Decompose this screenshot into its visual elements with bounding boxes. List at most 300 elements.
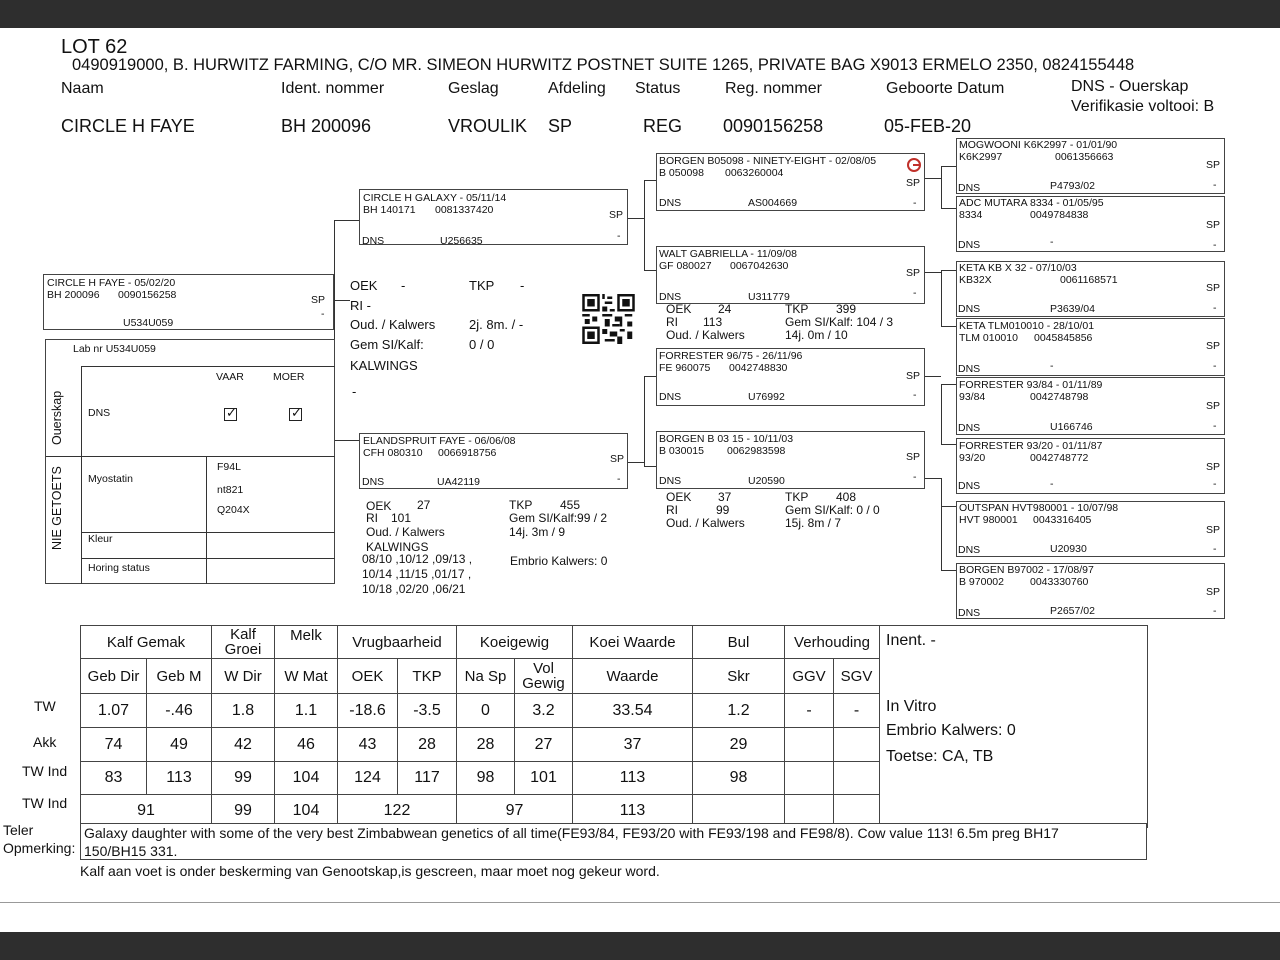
dam-tkp-value: 455 [560,498,581,512]
gen3-card [956,196,1225,252]
sire-name: CIRCLE H GALAXY - 05/11/14 [363,192,507,204]
kalwings-dash: - [352,384,357,399]
gen2-dash: - [913,389,917,401]
gem-label: Gem SI/Kalf: [350,337,424,352]
tkp-value: - [520,278,525,293]
gen2-reg: 0063260004 [725,167,784,179]
gen3-ident: KB32X [959,274,992,286]
top-bar [0,0,1280,28]
gen3-dash: - [1213,239,1217,251]
connector-line [941,270,957,271]
gen2-name: BORGEN B05098 - NINETY-EIGHT - 02/08/05 [659,155,877,167]
gen3-ident: TLM 010010 [959,332,1018,344]
gen2-ident: B 030015 [659,445,704,457]
gen3-ident: K6K2997 [959,151,1003,163]
gen3-reg: 0049784838 [1030,209,1089,221]
gen2-section: SP [906,370,921,382]
connector-line [941,444,957,445]
gen3-dns: DNS [958,422,981,434]
gen3-code: - [1050,478,1054,490]
connector-line [925,478,941,479]
tw-cell: -.46 [147,694,212,728]
lab-vaar-header: VAAR [216,371,244,383]
tkp-label: TKP [469,278,495,293]
ouerskap-vertical-label: Ouerskap [50,390,64,445]
remarks-label-teler: Teler [3,822,34,838]
gen2-oek-label: OEK [666,490,692,504]
subject-card [43,274,334,330]
akk-cell: 29 [693,728,785,762]
group-koeigewig: Koeigewig [457,626,573,659]
subject-card-reg: 0090156258 [118,289,177,301]
group-kalf-groei [212,626,275,659]
oek-value: - [401,278,406,293]
gen2-oud-value: 14j. 0m / 10 [785,328,848,342]
sub-sgv: SGV [834,659,880,694]
value-sex: VROULIK [448,116,528,136]
group-kalf-groei-line2: Groei [224,641,262,658]
gen3-name: KETA TLM010010 - 28/10/01 [959,320,1095,332]
twind-cell: 83 [81,762,147,795]
dam-kalwings-dates: 10/18 ,02/20 ,06/21 [362,582,466,596]
gen3-card [956,261,1225,317]
gen3-section: SP [1206,524,1221,536]
sire-ident: BH 140171 [363,204,416,216]
twind-cell: 113 [573,762,693,795]
sub-vol-gewig [515,659,573,694]
dam-name: ELANDSPRUIT FAYE - 06/06/08 [363,435,516,447]
gen2-ri-label: RI [666,315,678,329]
dns-parent-label: DNS - Ouerskap [1071,78,1189,95]
divider [81,558,335,559]
gen2-dns: DNS [659,391,682,403]
twind2-cell: 97 [457,795,573,828]
dam-ident: CFH 080310 [363,447,423,459]
group-kalf-groei-line1: Kalf [230,626,256,643]
gen2-ri-value: 99 [716,503,730,517]
dam-dash: - [617,473,621,485]
gen3-dash: - [1213,605,1217,617]
akk-cell: 28 [457,728,515,762]
twind-cell [834,762,880,795]
gen3-card [956,138,1225,194]
gen2-oek-label: OEK [666,302,692,316]
akk-cell: 49 [147,728,212,762]
akk-cell: 28 [398,728,457,762]
divider [81,366,82,584]
connector-line [628,462,644,463]
gen3-reg: 0042748772 [1030,452,1089,464]
gen3-code: P4793/02 [1050,180,1095,192]
sub-waarde: Waarde [573,659,693,694]
akk-cell [785,728,834,762]
gen3-reg: 0042748798 [1030,391,1089,403]
dam-reg: 0066918756 [438,447,497,459]
lab-dns-label: DNS [88,407,111,419]
dam-card [359,433,628,489]
myostatin-value: Q204X [217,504,250,516]
connector-line [941,270,942,326]
value-reg: 0090156258 [723,116,824,136]
gen3-dns: DNS [958,363,981,375]
gen3-name: BORGEN B97002 - 17/08/97 [959,564,1094,576]
gen3-dash: - [1213,302,1217,314]
nie-getoets-vertical-label: NIE GETOETS [50,466,64,550]
dam-oud-label: Oud. / Kalwers [366,525,445,539]
gen3-dns: DNS [958,480,981,492]
gen2-ri-label: RI [666,503,678,517]
gen3-code: - [1050,236,1054,248]
tw-cell: -3.5 [398,694,457,728]
gen2-gem-value: Gem SI/Kalf: 104 / 3 [785,315,894,329]
kalwings-label: KALWINGS [350,358,418,373]
footer-note: Kalf aan voet is onder beskerming van Genootskap,is gescreen, maar moet nog gekeur word. [80,863,660,879]
dam-section: SP [610,453,625,465]
tw-cell: 0 [457,694,515,728]
sub-vol-gewig-line1: Vol [533,660,554,677]
breed-logo-icon [907,158,921,172]
owner-line: 0490919000, B. HURWITZ FARMING, C/O MR. SIMEON HURWITZ POSTNET SUITE 1265, PRIVATE BAG X9013 ERMELO 2350, 0824155448 [72,56,1135,74]
oek-label: OEK [350,278,378,293]
dam-oud-value: 14j. 3m / 9 [509,525,566,539]
dam-oek-value: 27 [417,498,431,512]
gen2-oud-label: Oud. / Kalwers [666,516,745,530]
connector-line [941,208,957,209]
tw-cell: 1.8 [212,694,275,728]
remarks-line: 150/BH15 331. [84,843,178,859]
gen2-dns: DNS [659,475,682,487]
lab-results-box [45,339,335,584]
kleur-label: Kleur [88,533,113,545]
gen3-name: ADC MUTARA 8334 - 01/05/95 [959,197,1104,209]
dam-kalwings-label: KALWINGS [366,540,429,554]
horing-label: Horing status [88,562,150,574]
twind-cell: 101 [515,762,573,795]
tw-cell: - [834,694,880,728]
gen3-code: P2657/02 [1050,605,1095,617]
dam-embrio: Embrio Kalwers: 0 [510,554,608,568]
gen2-oud-label: Oud. / Kalwers [666,328,745,342]
connector-line [941,570,957,571]
gen3-name: FORRESTER 93/84 - 01/11/89 [959,379,1103,391]
gen3-dash: - [1213,420,1217,432]
akk-cell: 43 [338,728,398,762]
dam-gem-value: Gem SI/Kalf:99 / 2 [509,511,608,525]
sub-oek: OEK [338,659,398,694]
akk-cell: 74 [81,728,147,762]
sub-ggv: GGV [785,659,834,694]
label-status: Status [635,80,681,97]
gen3-reg: 0043316405 [1033,514,1092,526]
gen3-reg: 0045845856 [1034,332,1093,344]
inent-label: Inent. - [886,632,936,649]
sub-geb-m: Geb M [147,659,212,694]
twind-cell [785,762,834,795]
gen2-ident: B 050098 [659,167,704,179]
connector-line [644,180,645,270]
group-vrugbaarheid: Vrugbaarheid [338,626,457,659]
twind-cell: 117 [398,762,457,795]
sire-code: U256635 [440,235,483,247]
twind2-cell: 113 [573,795,693,828]
divider [0,902,1280,903]
myostatin-value: nt821 [217,484,244,496]
subject-card-section: SP [311,294,326,306]
dam-dns: DNS [362,476,385,488]
sire-dash: - [617,230,621,242]
myostatin-label: Myostatin [88,473,133,485]
myostatin-value: F94L [217,461,241,473]
gen3-dash: - [1213,543,1217,555]
akk-cell: 27 [515,728,573,762]
sire-card [359,189,628,245]
connector-line [941,166,957,167]
twind-cell: 98 [693,762,785,795]
gen3-reg: 0043330760 [1030,576,1089,588]
connector-line [941,384,957,385]
twind-cell: 98 [457,762,515,795]
sub-na-sp: Na Sp [457,659,515,694]
gem-value: 0 / 0 [469,337,495,352]
gen2-reg: 0042748830 [729,362,788,374]
label-name: Naam [61,80,104,97]
gen2-dash: - [913,287,917,299]
gen3-ident: 93/20 [959,452,986,464]
gen3-ident: B 970002 [959,576,1004,588]
value-dob: 05-FEB-20 [884,116,972,136]
divider [206,456,207,584]
dam-tkp-label: TKP [509,498,533,512]
gen3-code: U20930 [1050,543,1087,555]
gen2-section: SP [906,267,921,279]
connector-line [925,178,941,179]
remarks-box [80,823,1147,860]
label-sex: Geslag [448,80,499,97]
subject-card-code: U534U059 [123,317,174,329]
ev-table [80,625,1148,828]
gen3-card [956,318,1225,376]
gen2-ri-value: 113 [703,315,723,329]
dam-kalwings-dates: 08/10 ,10/12 ,09/13 , [362,552,473,566]
akk-cell: 37 [573,728,693,762]
gen2-tkp-value: 408 [836,490,857,504]
label-reg: Reg. nommer [725,80,822,97]
label-ident: Ident. nommer [281,80,385,97]
gen2-name: BORGEN B 03 15 - 10/11/03 [659,433,794,445]
value-status: REG [643,116,683,136]
sire-dns: DNS [362,235,385,247]
gen2-oek-value: 24 [718,302,732,316]
connector-line [334,300,350,301]
connector-line [941,166,942,208]
akk-cell [834,728,880,762]
bottom-bar [0,932,1280,960]
moer-check-icon [289,408,302,421]
twind2-cell: 122 [338,795,457,828]
gen3-section: SP [1206,282,1221,294]
right-info-cell [880,626,1148,828]
lot-number: LOT 62 [61,36,128,58]
gen3-section: SP [1206,400,1221,412]
connector-line [644,376,645,466]
tw-cell: 3.2 [515,694,573,728]
sub-w-mat: W Mat [275,659,338,694]
row-label-tw: TW [34,698,56,714]
label-section: Afdeling [548,80,606,97]
sub-tkp: TKP [398,659,457,694]
gen3-code: U166746 [1050,421,1093,433]
gen3-dash: - [1213,179,1217,191]
gen2-ident: FE 960075 [659,362,711,374]
tw-cell: - [785,694,834,728]
gen3-card [956,377,1225,435]
connector-line [334,220,360,221]
dam-code: UA42119 [437,476,481,488]
toetse-label: Toetse: CA, TB [886,748,994,765]
dam-ri-label: RI [366,511,378,525]
twind-cell: 124 [338,762,398,795]
gen2-code: AS004669 [748,197,798,209]
connector-line [334,440,360,441]
verification-label: Verifikasie voltooi: B [1071,98,1215,115]
gen3-name: FORRESTER 93/20 - 01/11/87 [959,440,1103,452]
group-melk: Melk [275,626,338,659]
group-koei-waarde: Koei Waarde [573,626,693,659]
gen2-dash: - [913,471,917,483]
granddam-maternal-card [656,431,925,489]
gen3-reg: 0061168571 [1060,274,1118,286]
tw-cell: -18.6 [338,694,398,728]
row-label-tw-ind: TW Ind [22,763,68,779]
connector-line [941,506,957,507]
dam-kalwings-dates: 10/14 ,11/15 ,01/17 , [362,567,472,581]
tw-cell: 1.2 [693,694,785,728]
gen3-card [956,438,1225,494]
gen3-reg: 0061356663 [1055,151,1114,163]
in-vitro-label: In Vitro [886,698,937,715]
lab-moer-header: MOER [273,371,305,383]
gen2-gem-value: Gem SI/Kalf: 0 / 0 [785,503,880,517]
value-ident: BH 200096 [281,116,372,136]
gen3-dns: DNS [958,544,981,556]
sub-skr: Skr [693,659,785,694]
gen3-ident: 8334 [959,209,983,221]
granddam-paternal-card [656,246,925,304]
oud-kalwers-label: Oud. / Kalwers [350,317,436,332]
vaar-check-icon [224,408,237,421]
gen2-code: U76992 [748,391,785,403]
gen3-section: SP [1206,586,1221,598]
group-verhouding: Verhouding [785,626,880,659]
dam-oek-label: OEK [366,499,392,513]
connector-line [941,326,957,327]
subject-card-dash: - [321,308,325,320]
subject-card-name: CIRCLE H FAYE - 05/02/20 [47,277,176,289]
twind-cell: 113 [147,762,212,795]
gen3-dns: DNS [958,303,981,315]
gen3-card [956,501,1225,557]
gen2-dns: DNS [659,197,682,209]
gen2-code: U20590 [748,475,785,487]
gen3-section: SP [1206,159,1221,171]
tw-cell: 33.54 [573,694,693,728]
row-label-tw-ind-2: TW Ind [22,795,68,811]
gen2-dash: - [913,197,917,209]
gen3-section: SP [1206,340,1221,352]
gen2-code: U311779 [748,291,790,303]
gen2-tkp-value: 399 [836,302,857,316]
gen2-oud-value: 15j. 8m / 7 [785,516,842,530]
connector-line [925,272,941,273]
gen3-dash: - [1213,360,1217,372]
gen2-tkp-label: TKP [785,490,809,504]
sire-reg: 0081337420 [435,204,494,216]
remarks-line: Galaxy daughter with some of the very best Zimbabwean genetics of all time(FE93/84, FE93/20 with FE93/198 and FE98/8). Cow value 113! 6.5m preg BH17 [84,825,1059,841]
value-name: CIRCLE H FAYE [61,116,195,136]
divider [81,366,335,367]
twind2-cell: 99 [212,795,275,828]
gen3-code: P3639/04 [1050,303,1095,315]
gen3-ident: HVT 980001 [959,514,1018,526]
group-bul: Bul [693,626,785,659]
lab-number: Lab nr U534U059 [73,343,156,355]
gen2-section: SP [906,451,921,463]
label-dob: Geboorte Datum [886,80,1005,97]
gen3-card [956,563,1225,619]
ri-label: RI - [350,298,371,313]
gen3-code: - [1050,360,1054,372]
connector-line [925,376,941,377]
divider [46,456,335,457]
gen2-reg: 0062983598 [727,445,786,457]
gen3-ident: 93/84 [959,391,986,403]
connector-line [628,218,644,219]
row-label-akk: Akk [33,734,57,750]
sub-w-dir: W Dir [212,659,275,694]
gen2-dns: DNS [659,291,682,303]
dam-ri-value: 101 [391,511,412,525]
gen2-section: SP [906,177,921,189]
gen2-name: WALT GABRIELLA - 11/09/08 [659,248,797,260]
twind2-cell: 91 [81,795,212,828]
grandsire-maternal-card [656,348,925,406]
gen3-section: SP [1206,461,1221,473]
gen3-dash: - [1213,478,1217,490]
sub-vol-gewig-line2: Gewig [522,675,565,692]
gen3-dns: DNS [958,239,981,251]
gen3-dns: DNS [958,607,981,619]
subject-card-ident: BH 200096 [47,289,100,301]
gen3-name: OUTSPAN HVT980001 - 10/07/98 [959,502,1119,514]
oud-kalwers-value: 2j. 8m. / - [469,317,524,332]
gen3-dns: DNS [958,182,981,194]
tw-cell: 1.1 [275,694,338,728]
gen2-oek-value: 37 [718,490,732,504]
tw-cell: 1.07 [81,694,147,728]
gen3-name: MOGWOONI K6K2997 - 01/01/90 [959,139,1118,151]
gen2-tkp-label: TKP [785,302,809,316]
remarks-label-opmerking: Opmerking: [3,840,76,856]
twind-cell: 99 [212,762,275,795]
sire-section: SP [609,209,624,221]
connector-line [941,384,942,444]
embrio-kalwers-label: Embrio Kalwers: 0 [886,722,1016,739]
gen2-ident: GF 080027 [659,260,712,272]
divider [81,532,335,533]
twind2-cell: 104 [275,795,338,828]
sub-geb-dir: Geb Dir [81,659,147,694]
gen3-section: SP [1206,219,1221,231]
